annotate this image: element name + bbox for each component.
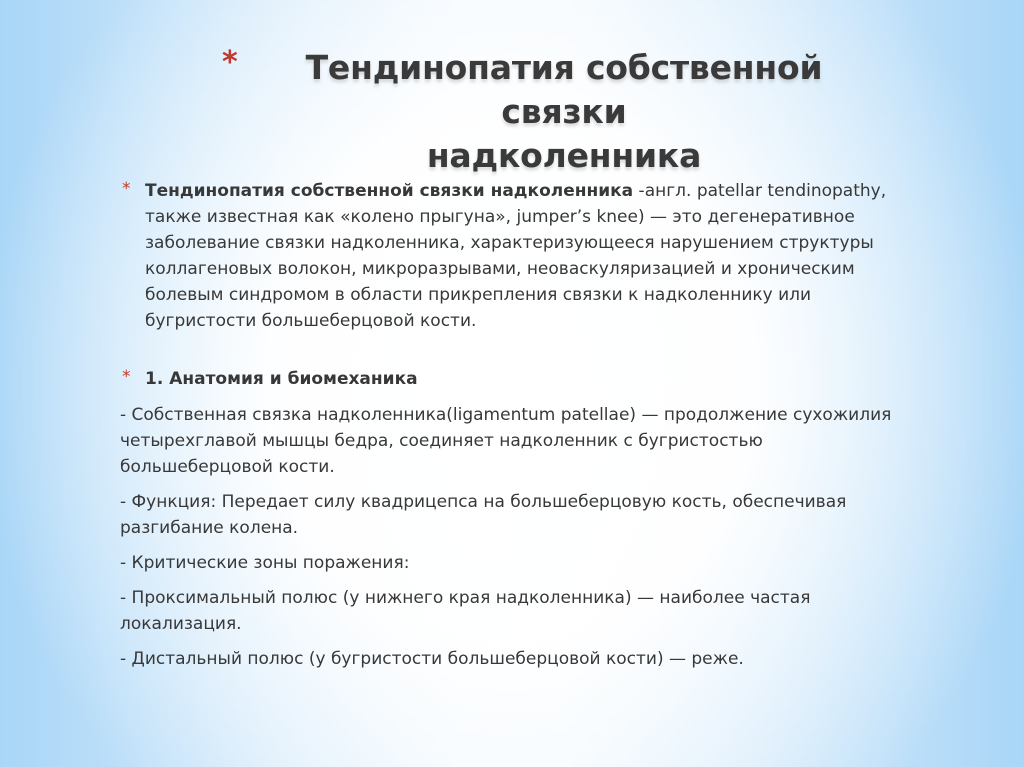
section-heading-text: 1. Анатомия и биомеханика	[145, 369, 418, 389]
list-item-line: - Проксимальный полюс (у нижнего края надколенника) — наиболее частая	[120, 588, 811, 608]
asterisk-bullet-icon: *	[122, 179, 131, 199]
list-item-line: - Критические зоны поражения:	[120, 553, 410, 573]
title-line-2: надколенника	[426, 136, 702, 175]
title-line-1: Тендинопатия собственной связки	[305, 48, 823, 131]
section-heading	[122, 366, 922, 392]
page-title	[222, 46, 862, 178]
definition-line: заболевание связки надколенника, характеризующееся нарушением структуры	[145, 233, 874, 253]
definition-paragraph	[145, 178, 922, 334]
definition-term: Тендинопатия собственной связки надколенника	[145, 181, 634, 201]
list-item-ligament	[120, 402, 922, 480]
definition-line: бугристости большеберцовой кости.	[145, 311, 477, 331]
anatomy-section	[122, 366, 922, 681]
asterisk-bullet-icon: *	[122, 367, 131, 387]
list-item-line: - Собственная связка надколенника(ligamentum patellae) — продолжение сухожилия	[120, 405, 892, 425]
asterisk-bullet-icon: *	[222, 45, 238, 80]
list-item-proximal-pole	[120, 585, 922, 637]
slide-title	[222, 46, 862, 178]
definition-line: -англ. patellar tendinopathy,	[633, 181, 887, 201]
definition-line: коллагеновых волокон, микроразрывами, неоваскуляризацией и хроническим	[145, 259, 855, 279]
definition-line: болевым синдромом в области прикрепления связки к надколеннику или	[145, 285, 812, 305]
list-item-line: - Функция: Передает силу квадрицепса на большеберцовую кость, обеспечивая	[120, 492, 847, 512]
list-item-critical-zones	[120, 550, 922, 576]
list-item-line: разгибание колена.	[120, 518, 299, 538]
list-item-line: большеберцовой кости.	[120, 457, 335, 477]
list-item-line: - Дистальный полюс (у бугристости большеберцовой кости) — реже.	[120, 649, 744, 669]
definition-line: также известная как «колено прыгуна», jumper’s knee) — это дегенеративное	[145, 207, 855, 227]
intro-definition	[122, 178, 922, 334]
list-item-line: четырехглавой мышцы бедра, соединяет надколенник с бугристостью	[120, 431, 763, 451]
list-item-line: локализация.	[120, 614, 242, 634]
list-item-distal-pole	[120, 646, 922, 672]
intro-bullet	[122, 178, 922, 334]
list-item-function	[120, 489, 922, 541]
